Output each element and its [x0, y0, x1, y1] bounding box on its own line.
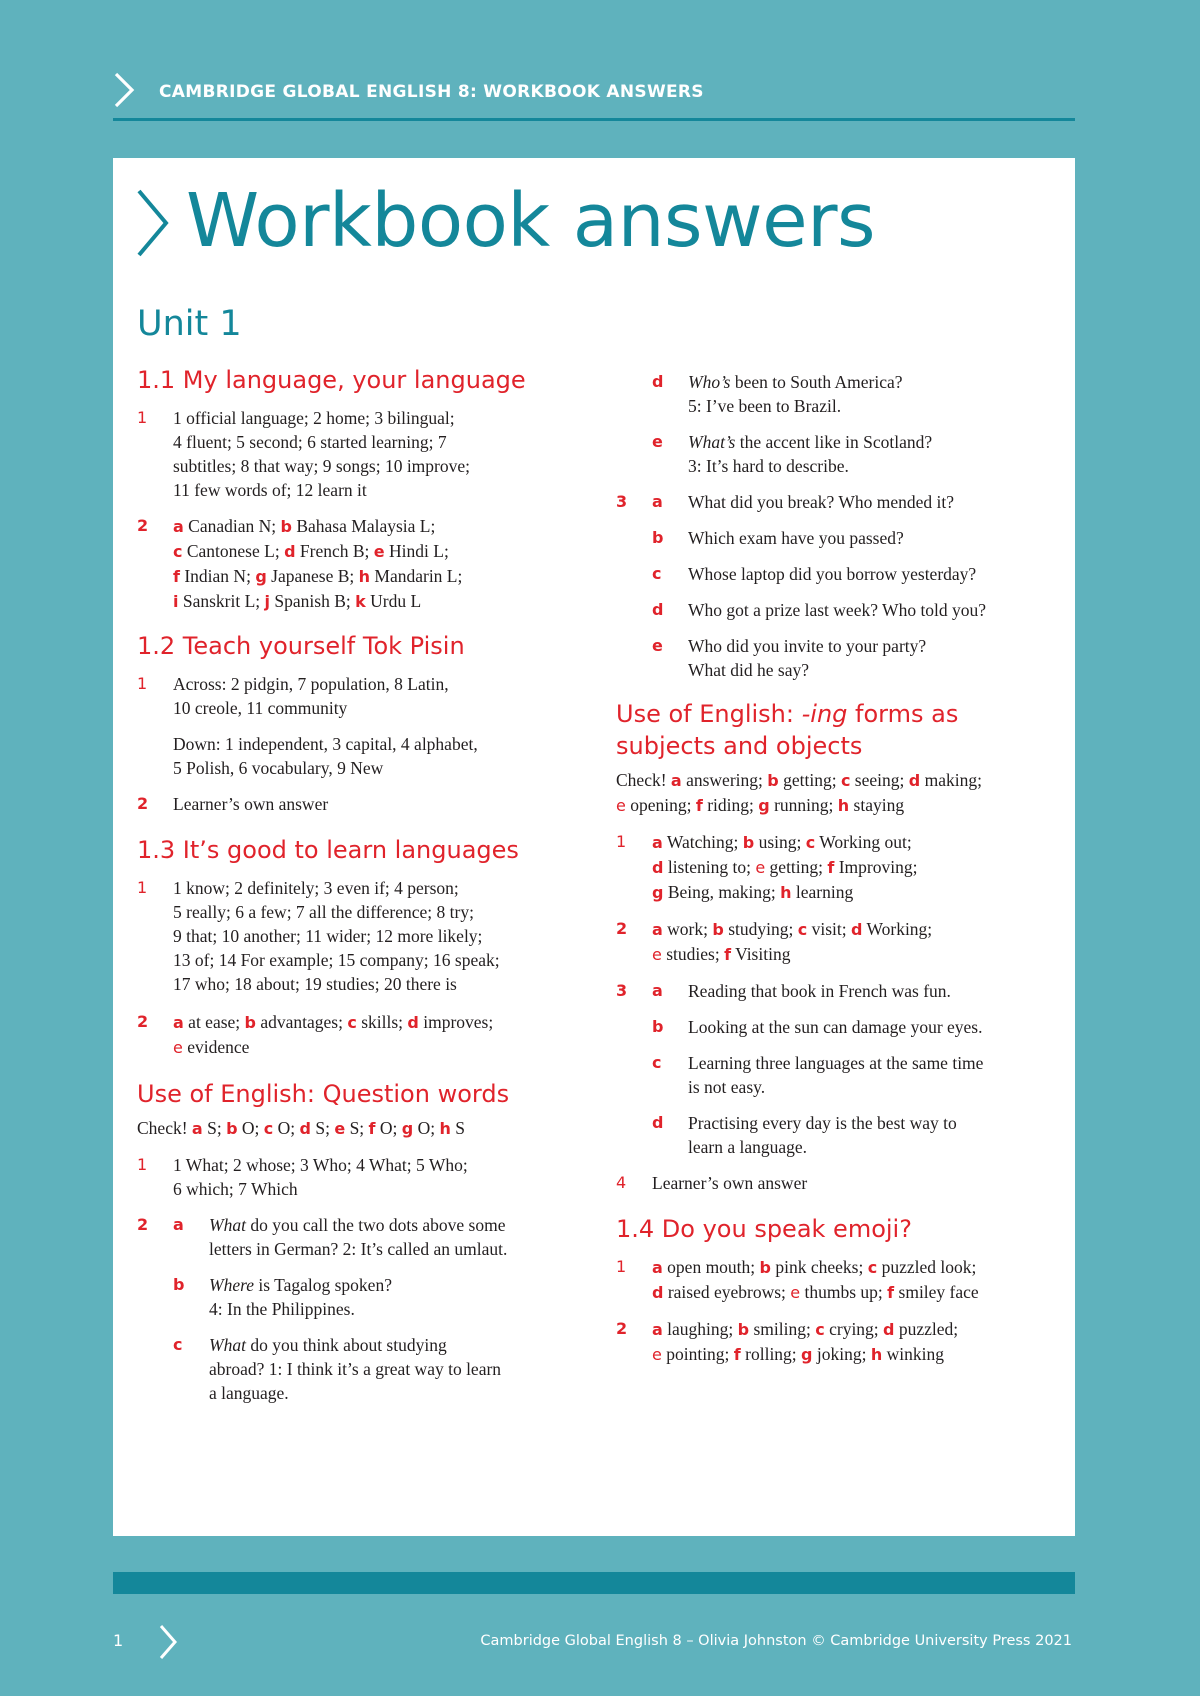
left-column	[137, 364, 587, 1405]
answer-item: 2 a work; b studying; c visit; d Working; e studies; f Visiting	[616, 919, 933, 964]
section-heading: 1.1 My language, your language	[137, 366, 526, 394]
right-column	[616, 370, 1056, 1367]
answer-item: 2 Learner’s own answer	[137, 794, 329, 814]
answer-item: 1 a Watching; b using; c Working out; d listening to; e getting; f Improving; g Being, making; h learning	[616, 832, 918, 902]
answer-item: 1 a open mouth; b pink cheeks; c puzzled look; d raised eyebrows; e thumbs up; f smiley face	[616, 1257, 979, 1302]
answer-item: c Whose laptop did you borrow yesterday?	[652, 564, 977, 584]
answer-item: d Practising every day is the best way to learn a language.	[652, 1113, 957, 1157]
answer-item: 2 a Canadian N; b Bahasa Malaysia L; c Cantonese L; d French B; e Hindi L; f Indian N; g Japanese B; h Mandarin L; i Sanskrit L; j Spanish B; k Urdu L	[137, 516, 463, 611]
answer-item: c What do you think about studying abroad? 1: I think it’s a great way to learn a language.	[173, 1335, 502, 1403]
footer-bar	[113, 1572, 1075, 1594]
unit-title: Unit 1	[137, 304, 242, 344]
check-line: Check! a answering; b getting; c seeing; d making; e opening; f riding; g running; h staying	[616, 770, 982, 815]
page-number: 1	[113, 1631, 124, 1650]
chevron-right-icon	[113, 72, 135, 108]
header-divider	[113, 118, 1075, 121]
answer-item: 2 a laughing; b smiling; c crying; d puzzled; e pointing; f rolling; g joking; h winking	[616, 1319, 959, 1364]
answer-item: e What’s the accent like in Scotland? 3: It’s hard to describe.	[652, 432, 933, 476]
check-line: Check! a S; b O; c O; d S; e S; f O; g O; h S	[137, 1118, 465, 1138]
answer-item: 3 a What did you break? Who mended it?	[616, 492, 954, 512]
chevron-right-icon	[135, 188, 171, 258]
page-header	[113, 68, 1075, 120]
answer-item: 4 Learner’s own answer	[616, 1173, 808, 1193]
answer-item: b Where is Tagalog spoken? 4: In the Philippines.	[173, 1275, 392, 1319]
answer-item: e Who did you invite to your party? What did he say?	[652, 636, 927, 680]
content-panel	[113, 158, 1075, 1536]
answer-item: 1 1 know; 2 definitely; 3 even if; 4 person; 5 really; 6 a few; 7 all the difference; 8 try; 9 that; 10 another; 11 wider; 12 more likely; 13 of; 14 For example; 15 company; 16 speak; 17 who; 18 about; 19 studies; 20 there is	[137, 878, 500, 994]
section-heading: 1.4 Do you speak emoji?	[616, 1215, 912, 1243]
answer-item: 3 a Reading that book in French was fun.	[616, 981, 951, 1001]
answer-item: 2 a What do you call the two dots above some letters in German? 2: It’s called an umlaut.	[137, 1215, 508, 1259]
answer-item: d Who’s been to South America? 5: I’ve been to Brazil.	[652, 372, 903, 416]
chevron-right-icon	[158, 1624, 178, 1660]
answer-item: 1 1 What; 2 whose; 3 Who; 4 What; 5 Who; 6 which; 7 Which	[137, 1155, 468, 1199]
section-heading: 1.3 It’s good to learn languages	[137, 836, 519, 864]
section-heading: Use of English: Question words	[137, 1080, 510, 1108]
section-heading: Use of English: -ing forms as subjects and objects	[616, 700, 959, 760]
header-title: CAMBRIDGE GLOBAL ENGLISH 8: WORKBOOK ANSWERS	[159, 82, 704, 102]
answer-item: b Which exam have you passed?	[652, 528, 904, 548]
answer-item: 2 a at ease; b advantages; c skills; d improves; e evidence	[137, 1012, 494, 1057]
answer-item: b Looking at the sun can damage your eyes.	[652, 1017, 983, 1037]
answer-item: Down: 1 independent, 3 capital, 4 alphabet, 5 Polish, 6 vocabulary, 9 New	[173, 734, 478, 778]
page-title: Workbook answers	[186, 178, 876, 264]
footer-copyright: Cambridge Global English 8 – Olivia Johnston © Cambridge University Press 2021	[480, 1633, 1072, 1649]
answer-item: 1 1 official language; 2 home; 3 bilingual; 4 fluent; 5 second; 6 started learning; 7 subtitles; 8 that way; 9 songs; 10 improve; 11 few words of; 12 learn it	[137, 408, 470, 500]
answer-item: d Who got a prize last week? Who told you?	[652, 600, 987, 620]
answer-item: c Learning three languages at the same time is not easy.	[652, 1053, 984, 1097]
answer-item: 1 Across: 2 pidgin, 7 population, 8 Latin, 10 creole, 11 community	[137, 674, 449, 718]
section-heading: 1.2 Teach yourself Tok Pisin	[137, 632, 465, 660]
